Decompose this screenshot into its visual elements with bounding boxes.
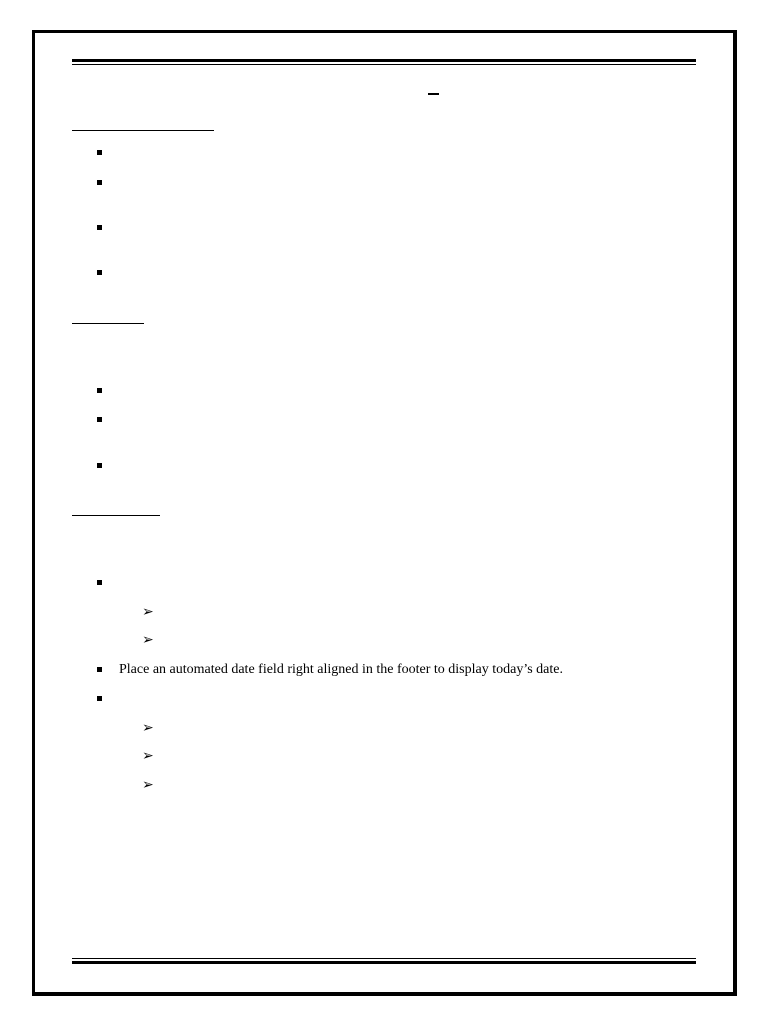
square-bullet-icon: [97, 270, 102, 275]
square-bullet-icon: [97, 667, 102, 672]
square-bullet-icon: [97, 225, 102, 230]
square-bullet-icon: [97, 150, 102, 155]
square-bullet-icon: [97, 696, 102, 701]
section-heading-underline: [72, 323, 144, 324]
arrowhead-bullet-icon: ➢: [142, 720, 154, 736]
arrowhead-bullet-icon: ➢: [142, 777, 154, 793]
section-heading-underline: [72, 130, 214, 131]
square-bullet-icon: [97, 580, 102, 585]
arrowhead-bullet-icon: ➢: [142, 632, 154, 648]
title-underline: [428, 93, 439, 95]
arrowhead-bullet-icon: ➢: [142, 604, 154, 620]
square-bullet-icon: [97, 417, 102, 422]
square-bullet-icon: [97, 388, 102, 393]
header-double-rule: [72, 59, 696, 65]
page-border: [32, 30, 737, 996]
arrowhead-bullet-icon: ➢: [142, 748, 154, 764]
square-bullet-icon: [97, 180, 102, 185]
square-bullet-icon: [97, 463, 102, 468]
footer-date-instruction: Place an automated date field right aligned in the footer to display today’s date.: [119, 662, 563, 677]
footer-double-rule: [72, 958, 696, 964]
section-heading-underline: [72, 515, 160, 516]
